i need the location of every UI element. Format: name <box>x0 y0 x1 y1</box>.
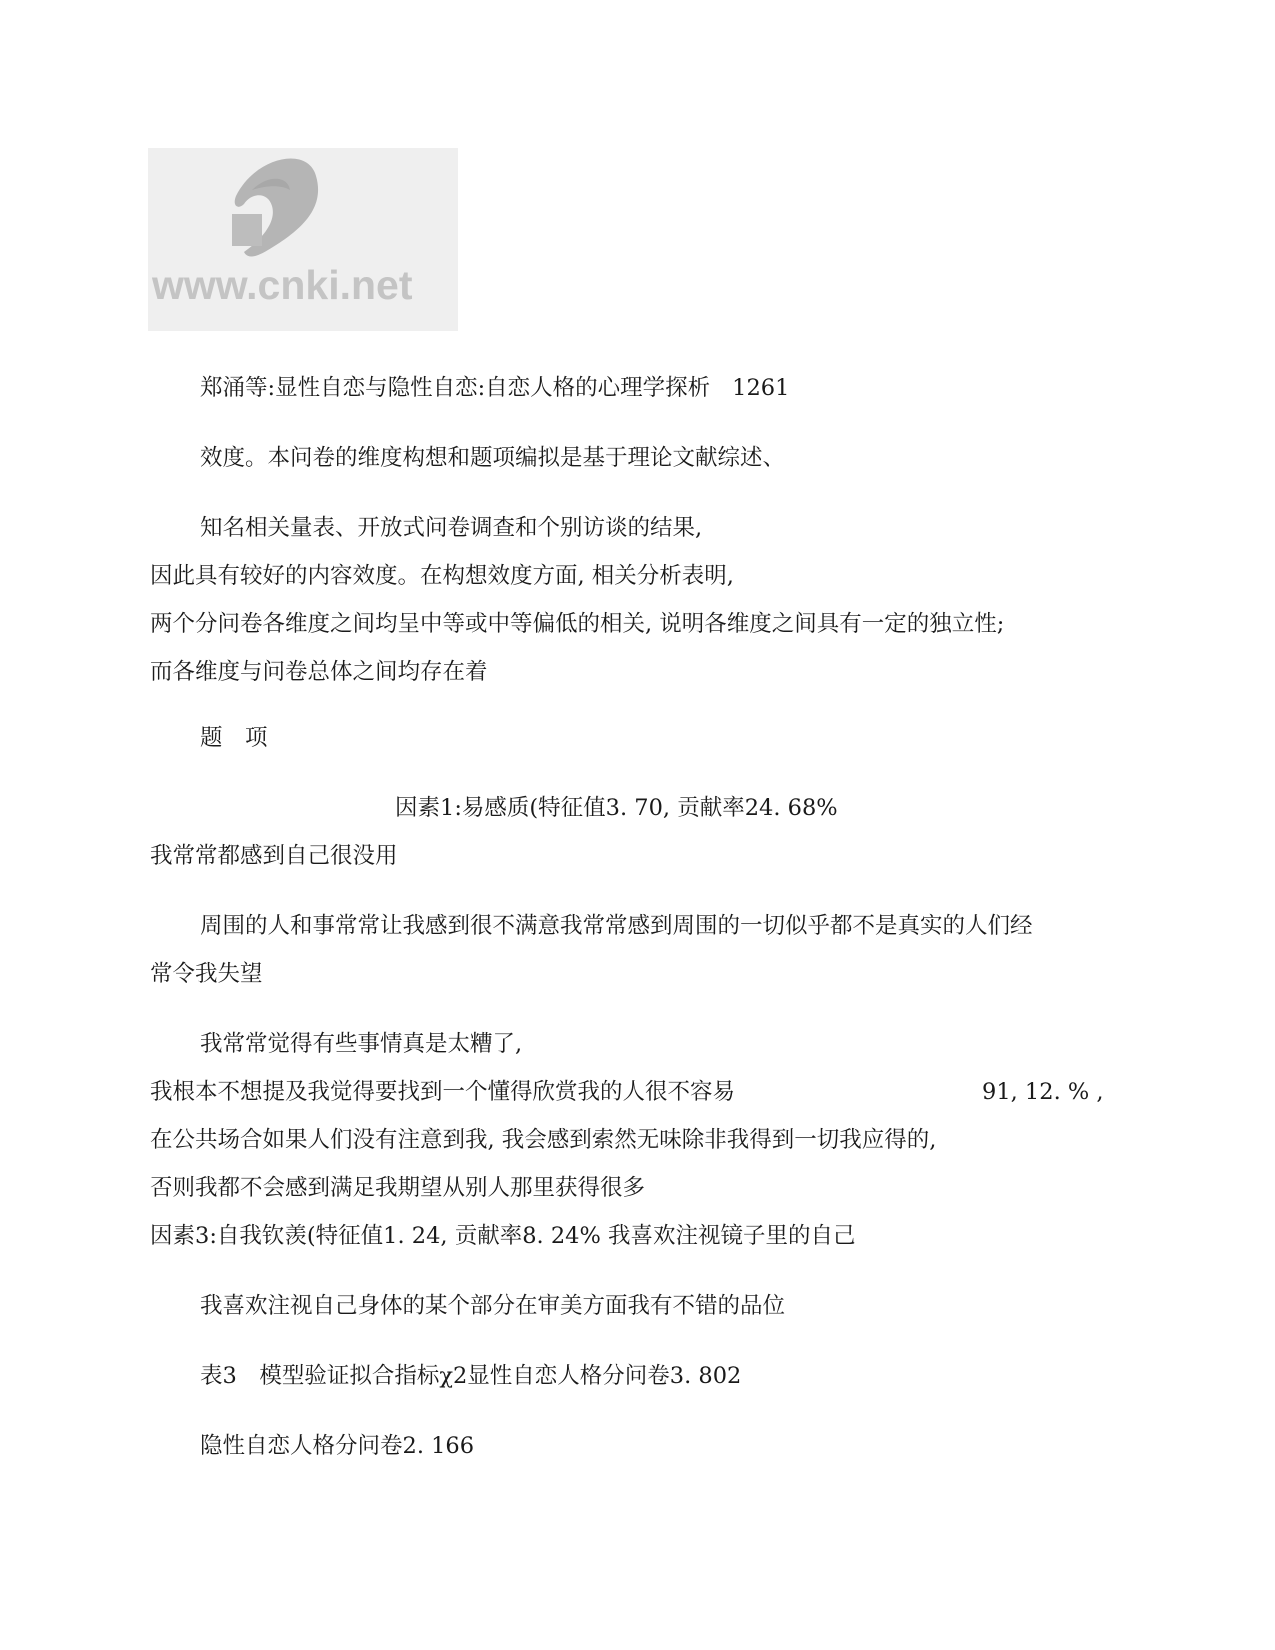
item-line: 常令我失望 <box>150 961 263 987</box>
paragraph-line: 知名相关量表、开放式问卷调查和个别访谈的结果, <box>200 515 703 541</box>
table-line: 隐性自恋人格分问卷2. 166 <box>200 1433 475 1459</box>
page-number: 1261 <box>732 375 790 401</box>
factor-heading: 因素3:自我钦羡(特征值1. 24, 贡献率8. 24% 我喜欢注视镜子里的自己 <box>150 1223 856 1249</box>
item-line: 我常常觉得有些事情真是太糟了, <box>200 1031 523 1057</box>
table-caption: 表3 模型验证拟合指标χ2显性自恋人格分问卷3. 802 <box>200 1363 742 1389</box>
watermark-logo-text: www.cnki.net <box>152 262 413 308</box>
item-line: 我常常都感到自己很没用 <box>150 843 398 869</box>
paragraph-line: 效度。本问卷的维度构想和题项编拟是基于理论文献综述、 <box>200 445 786 471</box>
item-line: 周围的人和事常常让我感到很不满意我常常感到周围的一切似乎都不是真实的人们经 <box>200 913 1033 939</box>
item-line: 我喜欢注视自己身体的某个部分在审美方面我有不错的品位 <box>200 1293 786 1319</box>
paragraph-line: 两个分问卷各维度之间均呈中等或中等偏低的相关, 说明各维度之间具有一定的独立性; <box>150 611 1005 637</box>
item-value: 91, 12. % , <box>982 1079 1104 1105</box>
factor-heading: 因素1:易感质(特征值3. 70, 贡献率24. 68% <box>395 795 838 821</box>
items-heading: 题 项 <box>200 725 268 751</box>
item-line: 我根本不想提及我觉得要找到一个懂得欣赏我的人很不容易 <box>150 1079 736 1105</box>
running-header <box>200 373 789 403</box>
cnki-watermark <box>148 148 458 331</box>
paragraph-line: 而各维度与问卷总体之间均存在着 <box>150 659 488 685</box>
paragraph-line: 因此具有较好的内容效度。在构想效度方面, 相关分析表明, <box>150 563 734 589</box>
item-line: 否则我都不会感到满足我期望从别人那里获得很多 <box>150 1175 646 1201</box>
item-line: 在公共场合如果人们没有注意到我, 我会感到索然无味除非我得到一切我应得的, <box>150 1127 937 1153</box>
running-title: 郑涌等:显性自恋与隐性自恋:自恋人格的心理学探析 <box>200 375 711 401</box>
